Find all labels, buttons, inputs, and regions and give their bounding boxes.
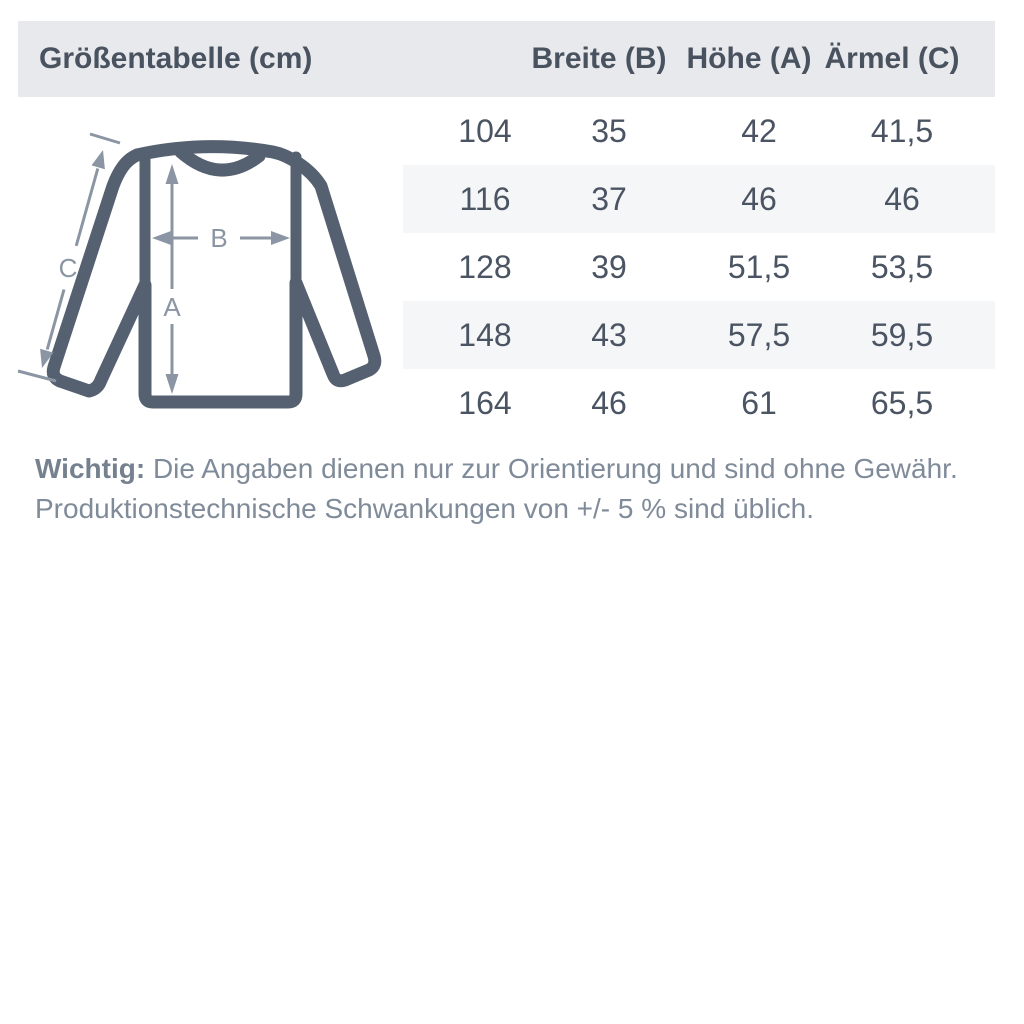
dimension-label-b: B — [210, 223, 228, 253]
aermel-cell: 41,5 — [870, 112, 934, 149]
table-row — [403, 165, 995, 233]
size-table-body — [403, 97, 995, 437]
breite-cell: 39 — [591, 248, 627, 285]
size-cell: 128 — [458, 248, 512, 285]
hoehe-cell: 46 — [741, 180, 777, 217]
table-row — [403, 97, 995, 165]
size-cell: 104 — [458, 112, 512, 149]
size-cell: 116 — [459, 180, 511, 217]
page-title: Größentabelle (cm) — [39, 42, 313, 75]
dimension-label-c: C — [58, 253, 78, 283]
dimension-label-a: A — [163, 292, 181, 322]
column-header-aermel: Ärmel (C) — [824, 42, 960, 75]
disclaimer-label: Wichtig: — [35, 453, 146, 484]
aermel-cell: 65,5 — [870, 384, 934, 421]
disclaimer-line-2: Produktionstechnische Schwankungen von +/- 5 % sind üblich. — [35, 493, 815, 524]
column-headers — [393, 21, 985, 97]
breite-cell: 43 — [591, 316, 627, 353]
aermel-cell: 53,5 — [870, 248, 934, 285]
sweater-measurement-diagram — [10, 122, 410, 440]
table-row — [403, 301, 995, 369]
column-header-breite: Breite (B) — [531, 42, 667, 75]
aermel-cell: 59,5 — [870, 316, 934, 353]
sweater-icon — [53, 147, 375, 402]
breite-cell: 46 — [591, 384, 627, 421]
table-header-bar — [18, 21, 995, 97]
hoehe-cell: 51,5 — [727, 248, 791, 285]
hoehe-cell: 42 — [741, 112, 777, 149]
disclaimer-line-1: Wichtig: Die Angaben dienen nur zur Orientierung und sind ohne Gewähr. — [35, 453, 958, 484]
column-header-hoehe: Höhe (A) — [686, 42, 812, 75]
table-row — [403, 233, 995, 301]
table-row — [403, 369, 995, 437]
hoehe-cell: 57,5 — [727, 316, 791, 353]
disclaimer-note — [35, 449, 958, 529]
breite-cell: 35 — [591, 112, 627, 149]
size-cell: 164 — [458, 384, 512, 421]
aermel-cell: 46 — [884, 180, 920, 217]
breite-cell: 37 — [591, 180, 627, 217]
size-cell: 148 — [458, 316, 512, 353]
hoehe-cell: 61 — [741, 384, 777, 421]
